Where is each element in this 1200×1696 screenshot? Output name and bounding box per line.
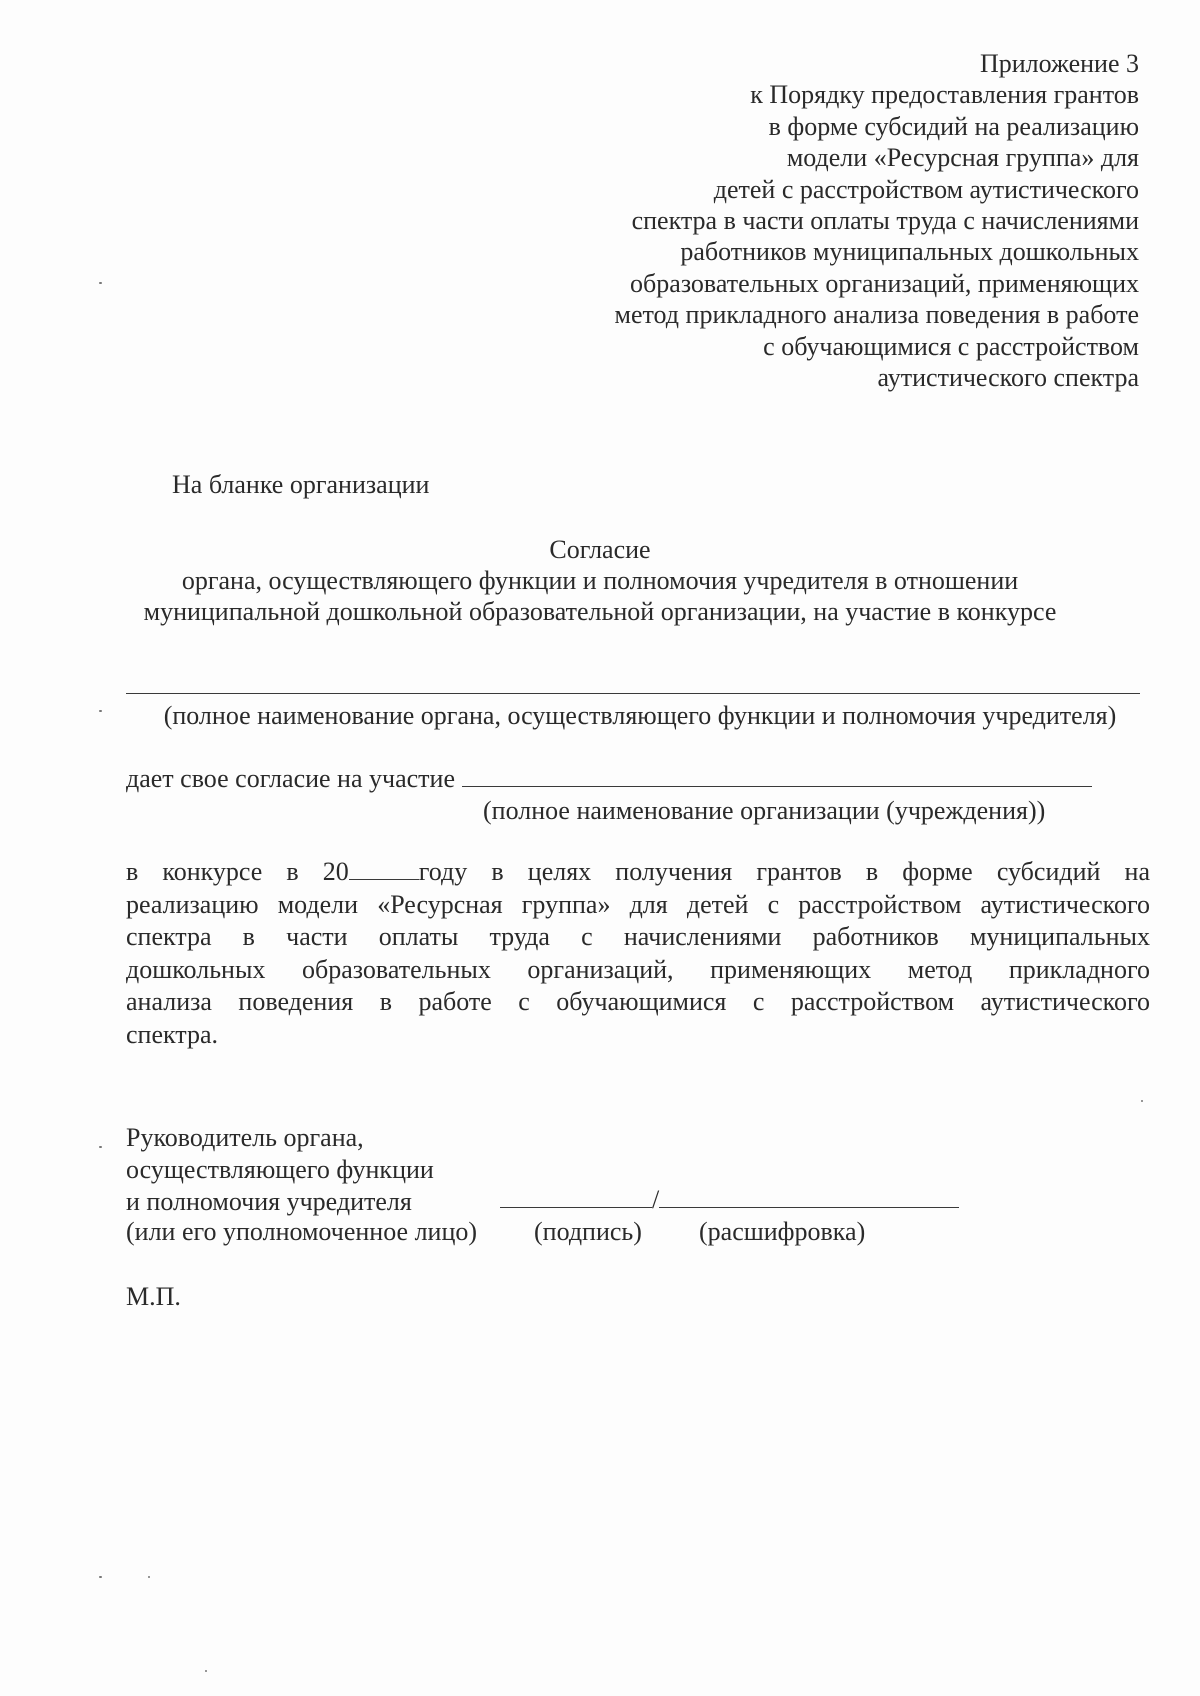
annex-line: модели «Ресурсная группа» для	[786, 143, 1139, 173]
signatory-line: осуществляющего функции	[126, 1155, 434, 1184]
annex-line: работников муниципальных дошкольных	[680, 237, 1139, 267]
scan-speck	[205, 1670, 207, 1672]
paragraph-line: дошкольных образовательных организаций, применяющих метод прикладного	[126, 954, 1150, 984]
signature-fields	[500, 1185, 959, 1215]
annex-line: детей с расстройством аутистического	[713, 174, 1139, 204]
stamp-place: М.П.	[126, 1282, 181, 1311]
authority-name-field[interactable]	[126, 693, 1140, 694]
annex-line: метод прикладного анализа поведения в работе	[614, 300, 1139, 330]
scan-speck	[1141, 1100, 1143, 1102]
signatory-line: (или его уполномоченное лицо)	[126, 1217, 478, 1246]
signatory-line: Руководитель органа,	[126, 1123, 364, 1152]
scan-speck	[99, 1576, 102, 1578]
authority-name-hint: (полное наименование органа, осуществляющего функции и полномочия учредителя)	[163, 701, 1117, 730]
paragraph-first-line: году в целях получения грантов в форме субсидий на	[418, 857, 1150, 886]
organization-name-hint: (полное наименование организации (учреждения))	[483, 796, 1046, 825]
organization-name-field[interactable]	[462, 786, 1092, 787]
signature-field[interactable]	[500, 1207, 652, 1208]
year-field[interactable]	[349, 879, 419, 880]
transcript-field[interactable]	[659, 1207, 959, 1208]
annex-line: к Порядку предоставления грантов	[750, 80, 1139, 110]
scan-speck	[148, 1576, 150, 1578]
paragraph-line: спектра.	[126, 1019, 219, 1049]
paragraph-line	[126, 856, 1150, 889]
annex-line: в форме субсидий на реализацию	[768, 111, 1139, 141]
scan-speck	[99, 1146, 102, 1148]
signatory-line: и полномочия учредителя	[126, 1187, 412, 1216]
title-line: муниципальной дошкольной образовательной организации, на участие в конкурсе	[143, 597, 1057, 626]
consent-paragraph	[126, 856, 1150, 1051]
signature-labels	[126, 1217, 865, 1247]
signature-label: (подпись)	[534, 1217, 642, 1246]
paragraph-line: анализа поведения в работе с обучающимися с расстройством аутистического	[126, 987, 1150, 1016]
consent-line	[126, 764, 1092, 794]
transcript-label: (расшифровка)	[699, 1217, 866, 1246]
annex-line: спектра в части оплаты труда с начислениями	[631, 206, 1139, 236]
letterhead-note: На бланке организации	[172, 470, 430, 499]
annex-line: образовательных организаций, применяющих	[630, 268, 1139, 298]
paragraph-line: спектра в части оплаты труда с начислениями работников муниципальных	[126, 922, 1150, 951]
annex-line: Приложение 3	[979, 49, 1139, 78]
signature-separator: /	[652, 1185, 660, 1214]
scan-speck	[99, 282, 102, 284]
annex-line: аутистического спектра	[877, 363, 1139, 393]
annex-line: с обучающимися с расстройством	[763, 331, 1139, 361]
document-title	[0, 534, 1200, 627]
paragraph-start: в конкурсе в 20	[126, 857, 349, 886]
paragraph-line: реализацию модели «Ресурсная группа» для детей с расстройством аутистического	[126, 889, 1150, 919]
consent-text: дает свое согласие на участие	[126, 764, 455, 793]
scan-speck	[99, 710, 102, 712]
signatory-title	[126, 1122, 434, 1218]
title-line: органа, осуществляющего функции и полномочия учредителя в отношении	[181, 566, 1019, 595]
annex-header	[615, 48, 1139, 393]
title-heading: Согласие	[549, 535, 651, 564]
